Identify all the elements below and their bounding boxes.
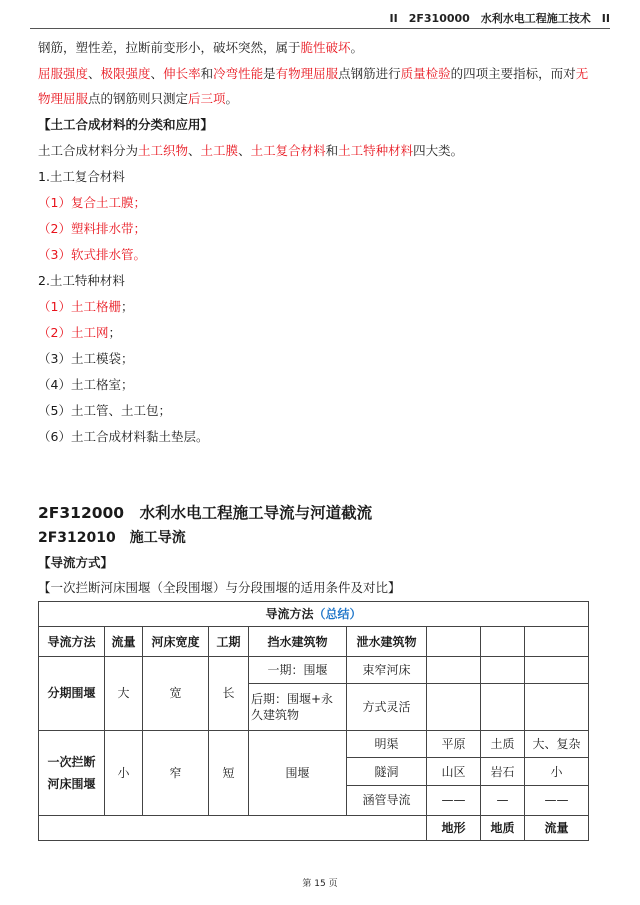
text: 和: [325, 143, 339, 158]
footer-label-cell: 地质: [481, 815, 525, 840]
list-number: （4）: [38, 377, 71, 392]
method-text: 河床围堰: [47, 776, 96, 791]
list-item: [38, 195, 146, 211]
text: 钢筋，塑性差，拉断前变形小，破坏突然，属于: [38, 40, 301, 55]
list-number: （2）: [38, 221, 71, 236]
empty-cell: [525, 656, 589, 683]
footer-label-cell: 流量: [525, 815, 589, 840]
table-footer-row: [39, 815, 589, 840]
table-caption: 【一次拦断河床围堰（全段围堰）与分段围堰的适用条件及对比】: [38, 580, 401, 595]
width-cell: 宽: [143, 656, 209, 730]
list-end: ；: [120, 299, 134, 314]
flow-detail-cell: 小: [525, 758, 589, 785]
table-title: [39, 602, 589, 627]
list-text: 土工管、土工包；: [70, 403, 171, 418]
highlight: 土工特种材料: [338, 143, 414, 158]
header-divider: [30, 28, 610, 29]
text: 、: [88, 66, 101, 81]
list-text: 塑料排水带: [70, 221, 134, 236]
release-cell: 涵管导流: [347, 785, 427, 815]
list-number: （1）: [38, 299, 71, 314]
empty-cell: [427, 627, 481, 657]
section-heading-geosynthetics: 【土工合成材料的分类和应用】: [38, 117, 214, 132]
paragraph-indicators-line2: [38, 91, 238, 107]
text: 点的钢筋则只测定: [88, 91, 189, 106]
section-heading: 2F312010 施工导流: [38, 530, 186, 546]
flow-cell: 大: [105, 656, 143, 730]
header-cell: 挡水建筑物: [249, 627, 347, 657]
empty-cell: [481, 656, 525, 683]
list-item: [38, 247, 146, 263]
text: 。: [225, 91, 239, 106]
text: 和: [200, 66, 214, 81]
list-text: 软式排水管: [70, 247, 134, 262]
list-title-composite: 1.土工复合材料: [38, 169, 125, 184]
highlight: 土工复合材料: [250, 143, 326, 158]
geology-cell: —: [481, 785, 525, 815]
table-title-main: 导流方法: [265, 607, 314, 622]
list-title-special: 2.土工特种材料: [38, 273, 125, 288]
list-item: [38, 299, 133, 315]
list-item: [38, 377, 133, 393]
list-text: 土工格栅: [70, 299, 121, 314]
empty-cell: [427, 656, 481, 683]
width-cell: 窄: [143, 730, 209, 815]
dam-cell: [249, 684, 347, 731]
text: 。: [350, 40, 364, 55]
list-end: ；: [133, 195, 146, 210]
footer-label-cell: 地形: [427, 815, 481, 840]
period-cell: 长: [209, 656, 249, 730]
header-cell: 工期: [209, 627, 249, 657]
period-cell: 短: [209, 730, 249, 815]
table-row: [39, 730, 589, 757]
list-end: ；: [133, 221, 146, 236]
text: 土工合成材料分为: [38, 143, 139, 158]
highlight: 极限强度: [100, 66, 151, 81]
list-text: 土工合成材料黏土垫层。: [70, 429, 209, 444]
list-text: 土工网: [70, 325, 109, 340]
text: 四大类。: [413, 143, 464, 158]
table-header-row: [39, 627, 589, 657]
highlight: 脆性破坏: [300, 40, 351, 55]
method-cell: 分期围堰: [39, 656, 105, 730]
empty-cell: [481, 684, 525, 731]
empty-cell: [39, 815, 427, 840]
flow-detail-cell: ——: [525, 785, 589, 815]
empty-cell: [525, 627, 589, 657]
list-number: （2）: [38, 325, 71, 340]
release-cell: 明渠: [347, 730, 427, 757]
list-number: （1）: [38, 195, 71, 210]
highlight: 无: [575, 66, 589, 81]
page-number: 第 15 页: [302, 879, 338, 889]
empty-cell: [427, 684, 481, 731]
terrain-cell: 平原: [427, 730, 481, 757]
subsection-heading: 【导流方式】: [38, 555, 114, 570]
list-item: [38, 429, 208, 445]
list-text: 复合土工膜: [70, 195, 134, 210]
dam-text: 后期：围堰+永: [251, 692, 334, 707]
paragraph-steel-failure: [38, 40, 363, 56]
highlight: 有物理屈服: [275, 66, 339, 81]
terrain-cell: 山区: [427, 758, 481, 785]
geology-cell: 土质: [481, 730, 525, 757]
empty-cell: [525, 684, 589, 731]
header-cell: 泄水建筑物: [347, 627, 427, 657]
list-number: （3）: [38, 247, 71, 262]
list-item: [38, 351, 133, 367]
diversion-methods-table: [38, 601, 589, 841]
highlight: 后三项: [188, 91, 226, 106]
chapter-heading: 2F312000 水利水电工程施工导流与河道截流: [38, 504, 373, 522]
flow-detail-cell: 大、复杂: [525, 730, 589, 757]
release-cell: 方式灵活: [347, 684, 427, 731]
text: 是: [263, 66, 276, 81]
list-item: [38, 325, 121, 341]
list-item: [38, 221, 146, 237]
list-item: [38, 403, 171, 419]
list-number: （3）: [38, 351, 71, 366]
table-row: [39, 656, 589, 683]
list-text: 土工模袋；: [70, 351, 134, 366]
geology-cell: 岩石: [481, 758, 525, 785]
highlight: 质量检验: [400, 66, 451, 81]
header-cell: 流量: [105, 627, 143, 657]
highlight: 土工织物: [138, 143, 189, 158]
list-end: 。: [133, 247, 146, 262]
list-number: （6）: [38, 429, 71, 444]
release-cell: 隧洞: [347, 758, 427, 785]
list-end: ；: [108, 325, 121, 340]
dam-text: 久建筑物: [251, 708, 300, 723]
text: 、: [238, 143, 251, 158]
header-cell: 导流方法: [39, 627, 105, 657]
method-cell: [39, 730, 105, 815]
text: 的四项主要指标，而对: [450, 66, 576, 81]
highlight: 屈服强度: [38, 66, 89, 81]
highlight: 冷弯性能: [213, 66, 264, 81]
highlight: 伸长率: [163, 66, 201, 81]
page-header: II 2F310000 水利水电工程施工技术 II: [389, 12, 610, 25]
text: 点钢筋进行: [338, 66, 401, 81]
text: 、: [150, 66, 164, 81]
table-title-note: （总结）: [313, 607, 362, 622]
flow-cell: 小: [105, 730, 143, 815]
header-cell: 河床宽度: [143, 627, 209, 657]
empty-cell: [481, 627, 525, 657]
paragraph-geosynthetics-classes: [38, 143, 463, 159]
list-text: 土工格室；: [70, 377, 134, 392]
terrain-cell: ——: [427, 785, 481, 815]
method-text: 一次拦断: [47, 754, 96, 769]
table-title-row: [39, 602, 589, 627]
paragraph-indicators-line1: [38, 66, 588, 82]
text: 、: [188, 143, 201, 158]
release-cell: 束窄河床: [347, 656, 427, 683]
highlight: 土工膜: [200, 143, 239, 158]
highlight: 物理屈服: [38, 91, 89, 106]
list-number: （5）: [38, 403, 71, 418]
dam-cell: 一期：围堰: [249, 656, 347, 683]
dam-cell: 围堰: [249, 730, 347, 815]
